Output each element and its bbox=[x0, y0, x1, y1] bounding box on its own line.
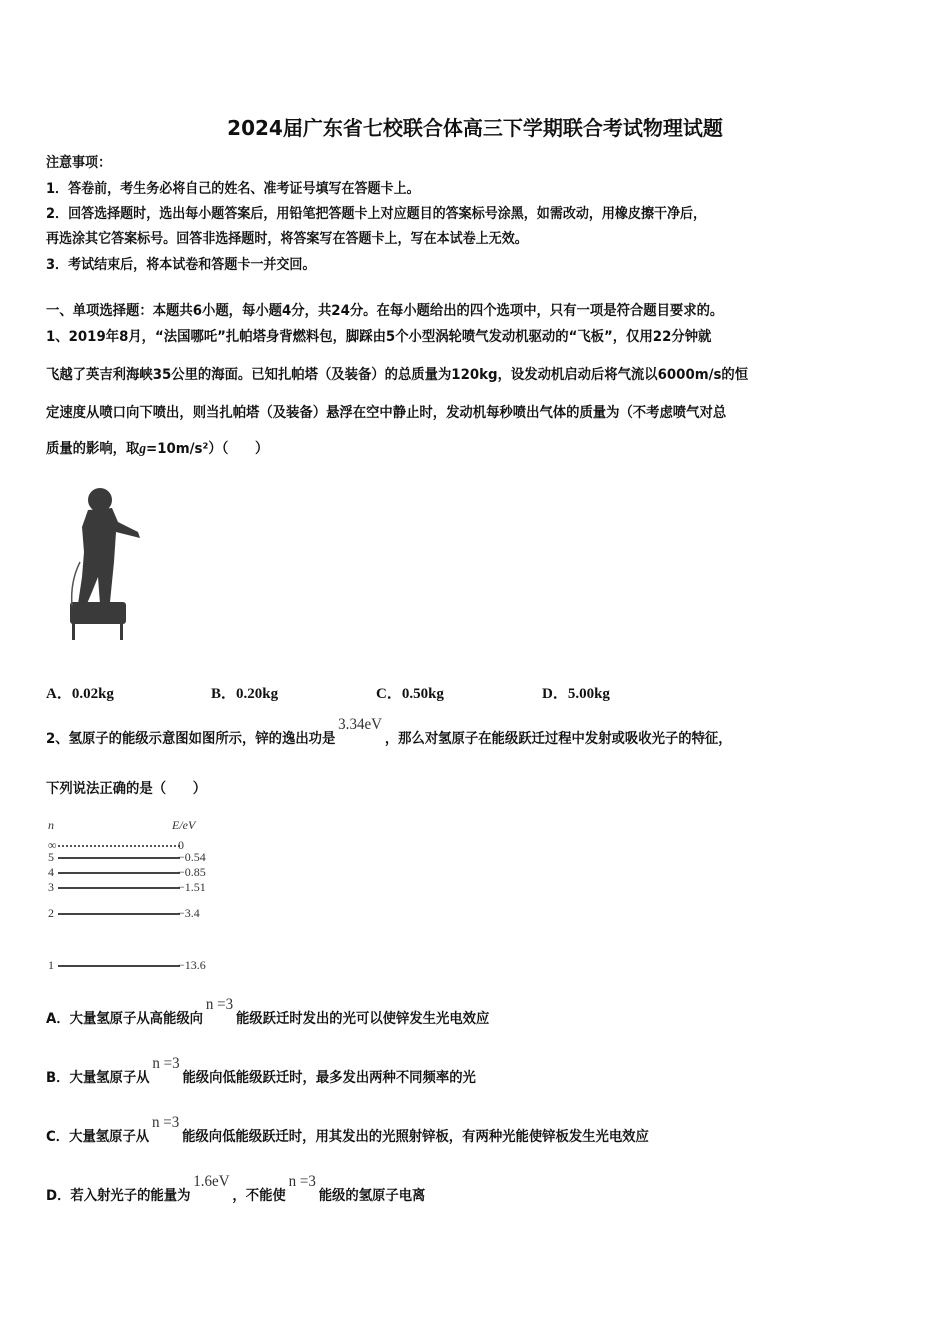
photon-energy: 1.6eV bbox=[193, 1173, 230, 1190]
g-symbol: g bbox=[139, 441, 147, 457]
option-text: 能级向低能级跃迁时，用其发出的光照射锌板，有两种光能使锌板发生光电效应 bbox=[182, 1129, 649, 1145]
level-n: 4 bbox=[48, 865, 54, 879]
option-text: C．大量氢原子从 bbox=[46, 1129, 150, 1145]
level-2 bbox=[44, 906, 234, 920]
section-heading: 一、单项选择题：本题共6小题，每小题4分，共24分。在每小题给出的四个选项中，只有一项是符合题目要求的。 bbox=[46, 303, 724, 319]
level-1 bbox=[44, 958, 234, 972]
level-energy: −0.54 bbox=[178, 850, 206, 864]
q2-line-1-suffix: ，那么对氢原子在能级跃迁过程中发射或吸收光子的特征， bbox=[384, 731, 732, 747]
level-5 bbox=[44, 850, 234, 864]
option-text: D．若入射光子的能量为 bbox=[46, 1188, 191, 1204]
q1-option-d[interactable]: D．5.00kg bbox=[542, 686, 610, 702]
level-line bbox=[58, 965, 180, 967]
notice-heading: 注意事项： bbox=[46, 155, 112, 171]
q2-option-c[interactable] bbox=[46, 1114, 649, 1146]
level-energy: −1.51 bbox=[178, 880, 206, 894]
level-n: ∞ bbox=[48, 838, 57, 852]
notice-item-2-cont: 再选涂其它答案标号。回答非选择题时，将答案写在答题卡上，写在本试卷上无效。 bbox=[46, 231, 528, 247]
option-text: ，不能使 bbox=[232, 1188, 286, 1204]
level-energy: −0.85 bbox=[178, 865, 206, 879]
jetpack-flyboard-figure bbox=[52, 482, 162, 647]
page-title: 2024届广东省七校联合体高三下学期联合考试物理试题 bbox=[227, 116, 723, 140]
notice-item-3: 3．考试结束后，将本试卷和答题卡一并交回。 bbox=[46, 257, 316, 273]
energy-axis-label: E/eV bbox=[172, 818, 196, 832]
q1-option-a[interactable]: A．0.02kg bbox=[46, 686, 114, 702]
level-n: 2 bbox=[48, 906, 54, 920]
level-4 bbox=[44, 865, 234, 879]
q1-line-2: 飞越了英吉利海峡35公里的海面。已知扎帕塔（及装备）的总质量为120kg，设发动机启动后将气流以6000m/s的恒 bbox=[46, 367, 749, 383]
level-energy: −13.6 bbox=[178, 958, 206, 972]
q1-option-b[interactable]: B．0.20kg bbox=[211, 686, 279, 702]
q2-line-1-prefix: 2、氢原子的能级示意图如图所示，锌的逸出功是 bbox=[46, 731, 336, 747]
option-text: A．大量氢原子从高能级向 bbox=[46, 1011, 204, 1027]
option-text: 能级的氢原子电离 bbox=[318, 1188, 426, 1204]
notice-item-2: 2．回答选择题时，选出每小题答案后，用铅笔把答题卡上对应题目的答案标号涂黑，如需改动，用橡皮擦干净后， bbox=[46, 206, 707, 222]
n-equals-3: n =3 bbox=[152, 1055, 180, 1072]
level-line bbox=[58, 887, 180, 889]
q1-option-c[interactable]: C．0.50kg bbox=[376, 686, 444, 702]
level-line bbox=[58, 913, 180, 915]
n-equals-3: n =3 bbox=[288, 1173, 316, 1190]
level-energy: 0 bbox=[178, 838, 184, 852]
q1-line-3: 定速度从喷口向下喷出，则当扎帕塔（及装备）悬浮在空中静止时，发动机每秒喷出气体的质量为（不考虑喷气对总 bbox=[46, 405, 727, 421]
option-text: 能级跃迁时发出的光可以使锌发生光电效应 bbox=[235, 1011, 490, 1027]
work-function-value: 3.34eV bbox=[338, 716, 383, 733]
level-energy: −3.4 bbox=[178, 906, 200, 920]
q2-option-b[interactable] bbox=[46, 1055, 476, 1087]
q2-line-1 bbox=[46, 716, 732, 748]
option-text: 能级向低能级跃迁时，最多发出两种不同频率的光 bbox=[182, 1070, 476, 1086]
n-axis-label: n bbox=[48, 818, 54, 832]
level-n: 3 bbox=[48, 880, 54, 894]
level-line bbox=[58, 872, 180, 874]
q2-line-2: 下列说法正确的是（ ） bbox=[46, 781, 207, 797]
option-text: B．大量氢原子从 bbox=[46, 1070, 150, 1086]
n-equals-3: n =3 bbox=[205, 996, 234, 1013]
q1-options bbox=[46, 682, 746, 702]
q1-line-4 bbox=[46, 438, 268, 458]
level-n: 1 bbox=[48, 958, 54, 972]
level-line bbox=[58, 845, 180, 847]
q1-line-4-prefix: 质量的影响，取 bbox=[46, 441, 140, 457]
notice-item-1: 1．答卷前，考生务必将自己的姓名、准考证号填写在答题卡上。 bbox=[46, 181, 420, 197]
q1-line-4-suffix: =10m/s²）（ ） bbox=[146, 441, 269, 457]
energy-level-diagram bbox=[44, 818, 234, 978]
q1-line-1: 1、2019年8月，“法国哪吒”扎帕塔身背燃料包，脚踩由5个小型涡轮喷气发动机驱动的“飞板”，仅用22分钟就 bbox=[46, 329, 712, 345]
level-n: 5 bbox=[48, 850, 54, 864]
q2-option-d[interactable] bbox=[46, 1173, 426, 1205]
level-line bbox=[58, 857, 180, 859]
n-equals-3: n =3 bbox=[151, 1114, 180, 1131]
q2-option-a[interactable] bbox=[46, 996, 490, 1028]
level-3 bbox=[44, 880, 234, 894]
